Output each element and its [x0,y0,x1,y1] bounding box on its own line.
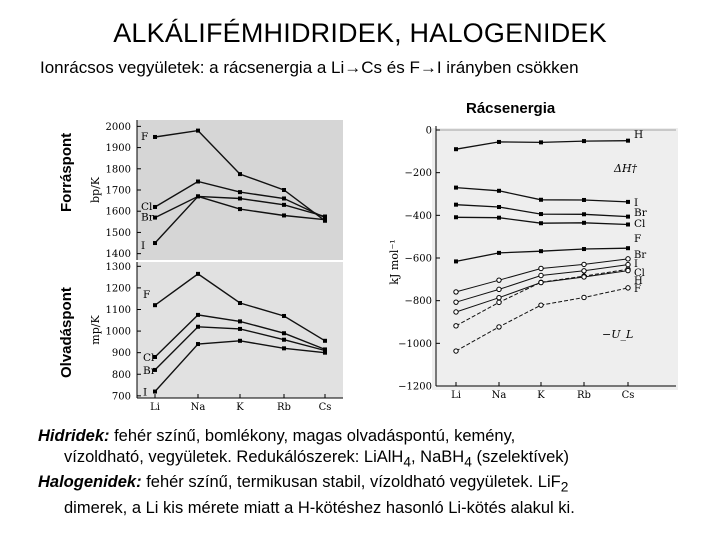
mp-point-Br [196,325,200,329]
mp-series-label-F: F [143,289,151,302]
bp-point-I [196,194,200,198]
bp-point-Br [238,196,242,200]
bp-series-label-I: I [141,240,146,253]
bp-y-axis-label: bp/K [89,176,102,204]
energy-point-ΔH-F [497,251,501,255]
energy-point-ΔH-Br [539,212,543,216]
energy-y-tick-label: −1200 [398,381,432,393]
page-title: ALKÁLIFÉMHIDRIDEK, HALOGENIDEK [113,18,607,48]
energy-point-UL-Cl [539,280,543,284]
energy-x-tick-label: Cs [621,390,635,401]
bp-series-label-Cl: Cl [141,200,153,213]
energy-point-ΔH-Br [454,203,458,207]
mp-series-label-I: I [143,386,148,399]
bp-y-tick-label: 1400 [105,249,131,261]
bp-series-label-Br: Br [141,211,154,224]
mp-point-Cl [196,313,200,317]
energy-point-UL-F [626,286,630,290]
energy-point-UL-F [454,349,458,353]
mp-point-I [196,342,200,346]
energy-point-ΔH-Cl [626,223,630,227]
bp-point-I [238,207,242,211]
mp-point-Cl [282,331,286,335]
mp-y-tick-label: 700 [111,391,131,403]
bp-point-I [153,241,157,245]
energy-point-ΔH-H [539,140,543,144]
energy-point-UL-I [539,266,543,270]
energy-series-label-ul-H: H [634,276,643,287]
energy-point-ΔH-I [497,189,501,193]
hydrides-desc: fehér színű, bomlékony, magas olvadáspontú, kemény, [109,427,516,445]
mp-x-tick-label: Li [150,402,160,413]
energy-series-label-ul-Cl: Cl [634,268,645,279]
energy-series-label-dh-I: I [634,197,639,209]
bp-point-I [282,213,286,217]
bp-y-tick-label: 1700 [105,185,131,197]
energy-series-label-dh-H: H [634,129,644,141]
energy-point-ΔH-H [454,147,458,151]
energy-point-ΔH-Cl [539,221,543,225]
mp-point-F [238,301,242,305]
mp-point-F [153,303,157,307]
mp-x-tick-label: K [236,402,244,413]
mp-x-tick-label: Rb [277,402,291,413]
bp-point-Cl [153,205,157,209]
mp-y-tick-label: 800 [111,369,131,381]
lattice-u-annotation: −U_L [602,328,634,341]
reducers-text-3: (szelektívek) [471,448,570,466]
energy-y-tick-label: −600 [404,253,432,265]
energy-point-UL-H [454,324,458,328]
energy-point-ΔH-Br [497,205,501,209]
energy-series-label-dh-Br: Br [634,207,647,219]
energy-y-tick-label: −1000 [398,338,432,350]
bp-point-Cl [238,190,242,194]
energy-point-ΔH-H [497,140,501,144]
energy-point-ΔH-Br [626,215,630,219]
energy-point-UL-I [626,257,630,261]
energy-y-axis-label: kJ mol⁻¹ [388,239,401,285]
mp-y-tick-label: 1100 [105,304,131,316]
bp-point-F [196,129,200,133]
bp-point-F [153,135,157,139]
mp-series-label-Br: Br [143,364,156,377]
energy-point-UL-Cl [497,295,501,299]
page-subtitle: Ionrácsos vegyületek: a rácsenergia a Li→Cs és F→I irányben csökken [40,58,579,77]
energy-series-label-dh-Cl: Cl [634,218,646,230]
energy-point-UL-Br [539,273,543,277]
delta-h-annotation: ΔH† [614,162,638,175]
energy-x-tick-label: Rb [577,390,591,401]
energy-point-UL-Cl [454,310,458,314]
mp-x-tick-label: Na [190,402,206,413]
energy-point-UL-Br [626,262,630,266]
mp-point-Cl [238,319,242,323]
energy-series-label-ul-I: I [634,259,638,270]
energy-y-tick-label: 0 [425,125,432,137]
energy-series-label-ul-Br: Br [634,250,647,261]
energy-x-tick-label: Na [491,390,507,401]
bp-y-tick-label: 1900 [105,143,131,155]
hydrides-line-1 [38,426,698,447]
bp-point-Cl [282,196,286,200]
energy-point-ΔH-Cl [454,215,458,219]
mp-point-Br [282,338,286,342]
energy-series-label-dh-F: F [634,233,642,245]
energy-y-tick-label: −400 [404,210,432,222]
halides-desc: fehér színű, termikusan stabil, vízoldható vegyületek. LiF [141,473,561,492]
energy-point-UL-Br [497,287,501,291]
mp-y-tick-label: 900 [111,348,131,360]
energy-point-ΔH-Br [582,212,586,216]
energy-x-tick-label: Li [451,390,461,401]
sub-4a: 4 [403,454,412,470]
energy-point-UL-F [539,303,543,307]
energy-point-ΔH-Cl [582,221,586,225]
energy-point-ΔH-F [539,249,543,253]
energy-point-UL-I [582,262,586,266]
reducers-text-2: , NaBH [411,448,465,466]
bp-point-Cl [196,180,200,184]
hydrides-term: Hidridek: [38,427,110,445]
energy-point-ΔH-I [539,198,543,202]
halides-line-2: dimerek, a Li kis mérete miatt a H-kötéshez hasonló Li-kötés alakul ki. [64,498,575,517]
melting-point-label: Olvadáspont [58,287,75,378]
energy-point-ΔH-I [626,200,630,204]
halides-term: Halogenidek: [38,473,142,492]
mp-series-label-Cl: Cl [143,351,155,364]
reducers-text: vízoldható, vegyületek. Redukálószerek: LiAlH [64,448,404,466]
mp-point-I [238,339,242,343]
energy-point-UL-I [497,278,501,282]
bp-point-Br [282,203,286,207]
energy-point-ΔH-F [626,246,630,250]
bp-plot-area [137,120,343,260]
energy-x-tick-label: K [537,390,545,401]
energy-y-tick-label: −200 [404,168,432,180]
bp-series-label-F: F [141,130,149,143]
bp-point-I [323,218,327,222]
sub-2: 2 [560,479,569,495]
energy-point-UL-F [582,295,586,299]
mp-point-F [196,272,200,276]
energy-point-ΔH-H [582,139,586,143]
energy-point-UL-I [454,290,458,294]
sub-4b: 4 [464,454,472,470]
bp-y-tick-label: 1800 [105,164,131,176]
mp-y-tick-label: 1200 [105,283,131,295]
mp-y-tick-label: 1000 [105,326,131,338]
energy-point-UL-Cl [626,268,630,272]
bp-point-F [238,172,242,176]
mp-point-F [282,314,286,318]
bp-y-tick-label: 1500 [105,227,131,239]
mp-point-I [323,351,327,355]
energy-point-ΔH-H [626,139,630,143]
energy-point-ΔH-F [454,259,458,263]
bp-point-F [282,188,286,192]
energy-series-label-ul-F: F [634,284,641,295]
energy-point-UL-Cl [582,275,586,279]
mp-point-Br [238,327,242,331]
energy-point-UL-F [497,325,501,329]
bp-axes [89,120,141,260]
lattice-energy-label: Rácsenergia [466,100,556,117]
bp-y-tick-label: 1600 [105,206,131,218]
body-text [38,426,698,519]
energy-point-ΔH-F [582,247,586,251]
energy-point-ΔH-Cl [497,216,501,220]
bp-y-tick-label: 2000 [105,121,131,133]
energy-y-tick-label: −800 [404,296,432,308]
mp-y-tick-label: 1300 [105,261,131,273]
halides-line-1 [38,472,698,497]
boiling-point-label: Forráspont [58,132,75,212]
energy-point-ΔH-I [454,186,458,190]
mp-y-axis-label: mp/K [89,315,102,345]
mp-point-I [153,390,157,394]
mp-point-F [323,339,327,343]
hydrides-line-2 [38,447,698,472]
energy-point-UL-Br [582,269,586,273]
mp-point-I [282,346,286,350]
energy-point-UL-H [497,300,501,304]
energy-point-ΔH-I [582,198,586,202]
mp-x-tick-label: Cs [318,402,332,413]
energy-point-UL-Br [454,300,458,304]
